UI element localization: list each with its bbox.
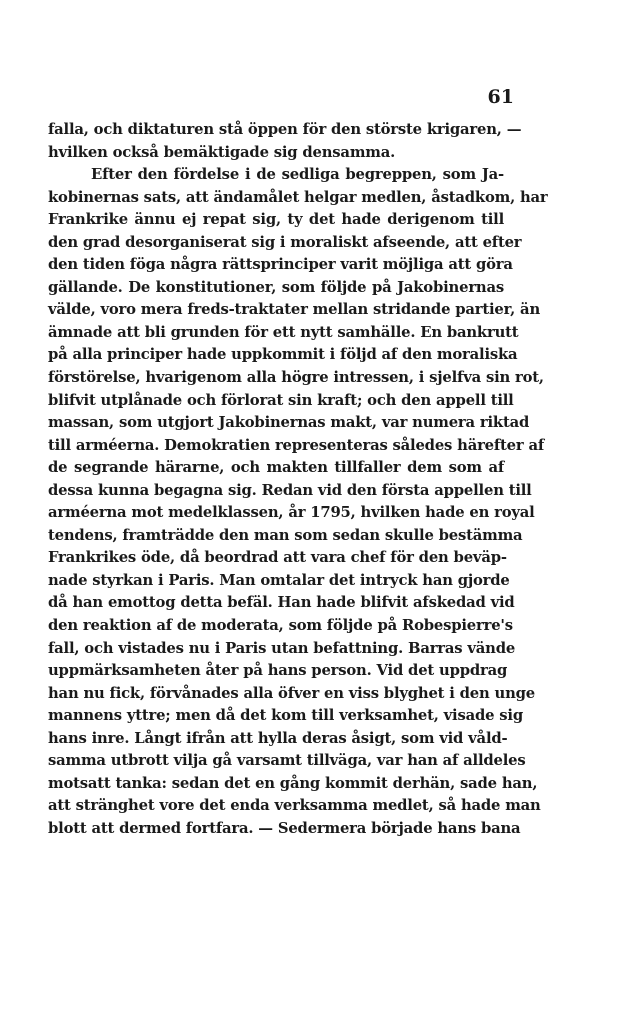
text-line: falla, och diktaturen stå öppen för den störste krigaren, — (48, 121, 522, 138)
text-line: massan, som utgjort Jakobinernas makt, var numera riktad (48, 414, 530, 432)
text-line: till arméerna. Demokratien representeras således härefter af (48, 436, 545, 454)
text-line: ämnade att bli grunden för ett nytt samhälle. En bankrutt (48, 323, 519, 341)
text-line: hans inre. Långt ifrån att hylla deras åsigt, som vid våld- (48, 729, 508, 747)
text-line: på alla principer hade uppkommit i följd af den moraliska (48, 346, 518, 364)
text-line: Frankrike ännu ej repat sig, ty det hade derigenom till (48, 211, 504, 229)
text-line: den grad desorganiserat sig i moraliskt afseende, att efter (48, 233, 522, 251)
page-number: 61 (487, 86, 514, 108)
text-line: Frankrikes öde, då beordrad att vara chef för den beväp- (48, 549, 507, 567)
text-line: fall, och vistades nu i Paris utan befattning. Barras vände (48, 639, 516, 657)
text-line: samma utbrott vilja gå varsamt tillväga, var han af alldeles (48, 752, 526, 770)
text-line: nade styrkan i Paris. Man omtalar det intryck han gjorde (48, 571, 510, 589)
text-line: den tiden föga några rättsprinciper varit möjliga att göra (48, 256, 513, 274)
text-line: hvilken också bemäktigade sig densamma. (48, 143, 396, 161)
text-line: mannens yttre; men då det kom till verksamhet, visade sig (48, 707, 523, 725)
text-line: blifvit utplånade och förlorat sin kraft; och den appell till (48, 391, 514, 409)
text-line: då han emottog detta befäl. Han hade blifvit afskedad vid (48, 594, 515, 612)
text-line: tendens, framträdde den man som sedan skulle bestämma (48, 526, 523, 544)
body-text (48, 119, 548, 841)
text-line: blott att dermed fortfara. — Sedermera började hans bana (48, 819, 521, 837)
text-line: motsatt tanka: sedan det en gång kommit derhän, sade han, (48, 774, 538, 792)
text-line: uppmärksamheten åter på hans person. Vid det uppdrag (48, 662, 508, 680)
text-line: den reaktion af de moderata, som följde på Robespierre's (48, 617, 513, 635)
text-line: de segrande härarne, och makten tillfaller dem som af (48, 459, 504, 477)
text-line: dessa kunna begagna sig. Redan vid den första appellen till (48, 481, 532, 499)
text-line: välde, voro mera freds-traktater mellan stridande partier, än (48, 301, 541, 319)
text-line: att stränghet vore det enda verksamma medlet, så hade man (48, 797, 541, 815)
text-line: arméerna mot medelklassen, år 1795, hvilken hade en royal (48, 504, 535, 522)
text-line: Efter den fördelse i de sedliga begreppen, som Ja- (91, 166, 504, 184)
text-line: kobinernas sats, att ändamålet helgar medlen, åstadkom, har (48, 188, 548, 206)
text-line: han nu fick, förvånades alla öfver en viss blyghet i den unge (48, 684, 535, 702)
text-line: gällande. De konstitutioner, som följde på Jakobinernas (48, 278, 504, 296)
text-line: förstörelse, hvarigenom alla högre intressen, i sjelfva sin rot, (48, 369, 544, 387)
